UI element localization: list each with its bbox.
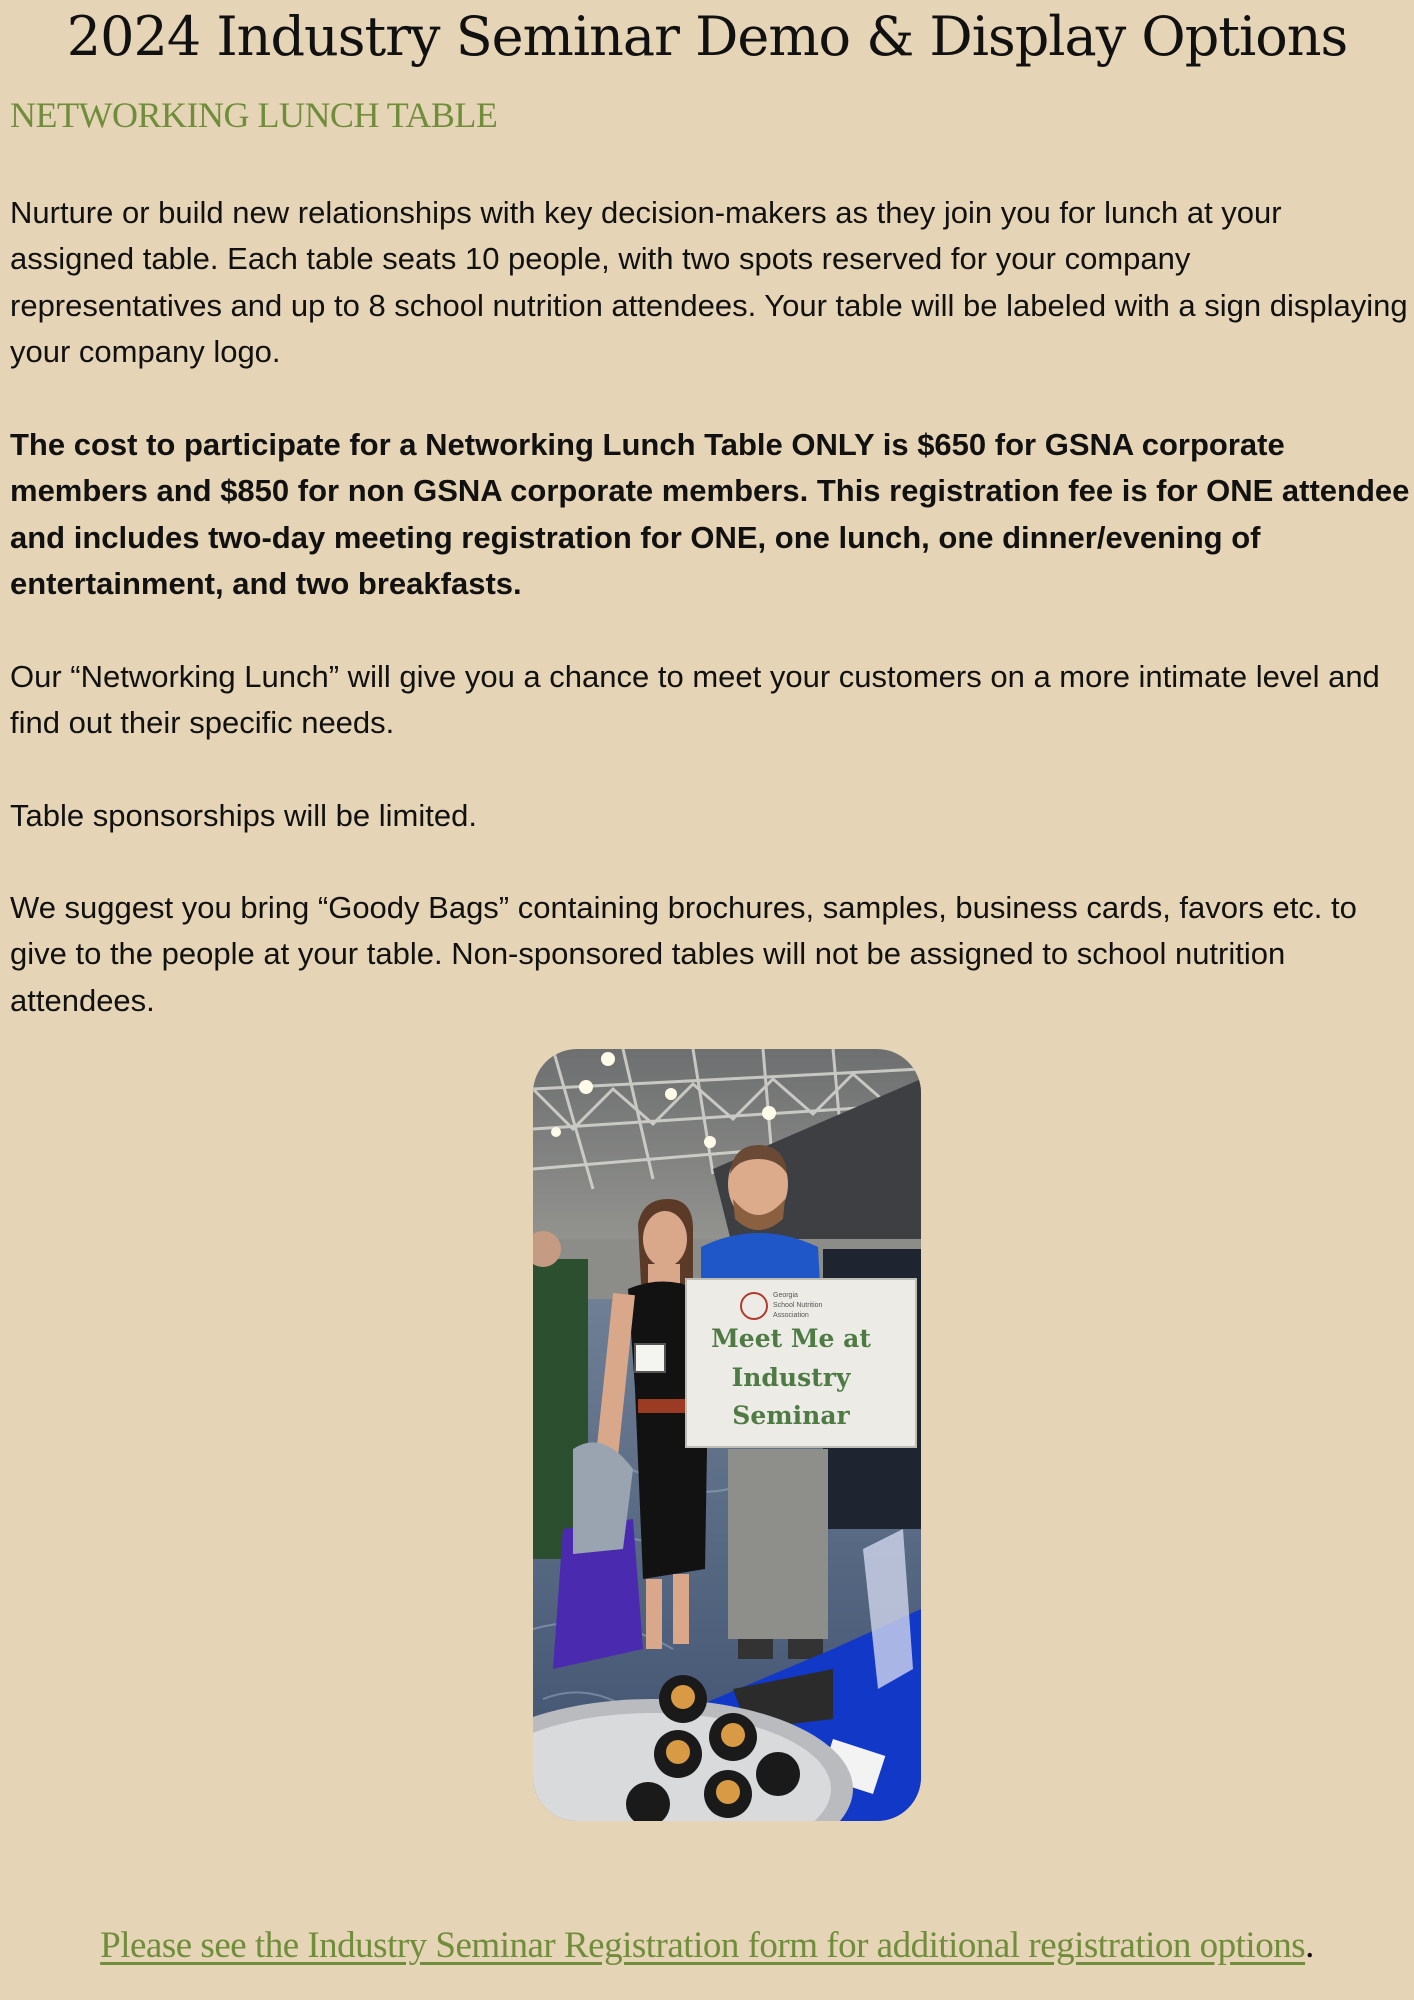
footer xyxy=(0,1918,1414,1974)
sign-org-line3: Association xyxy=(773,1312,809,1319)
event-photo xyxy=(533,1049,921,1821)
intro-paragraph: Nurture or build new relationships with key decision-makers as they join you for lunch at your assigned table. Each table seats 10 people, with two spots reserved for your company representatives and up to 8 school nutrition attendees. Your table will be labeled with a sign displaying your company logo. xyxy=(10,195,1408,369)
cost-paragraph: The cost to participate for a Networking Lunch Table ONLY is $650 for GSNA corporate members and $850 for non GSNA corporate members. This registration fee is for ONE attendee and includes two-day meeting registration for ONE, one lunch, one dinner/evening of entertainment, and two breakfasts. xyxy=(10,427,1410,601)
limited-paragraph: Table sponsorships will be limited. xyxy=(10,798,477,833)
footer-period: . xyxy=(1305,1925,1314,1966)
registration-form-link[interactable]: Please see the Industry Seminar Registration form for additional registration options xyxy=(100,1925,1306,1966)
sign-board xyxy=(686,1279,916,1447)
sign-line3: Seminar xyxy=(732,1401,850,1430)
sign-line1: Meet Me at xyxy=(711,1324,871,1353)
goody-bags-paragraph: We suggest you bring “Goody Bags” containing brochures, samples, business cards, favors etc. to give to the people at your table. Non-sponsored tables will not be assigned to school nutrition attendees. xyxy=(10,890,1357,1018)
section-heading: NETWORKING LUNCH TABLE xyxy=(10,95,498,135)
page-title: 2024 Industry Seminar Demo & Display Options xyxy=(66,5,1348,68)
sign-org-line1: Georgia xyxy=(773,1292,798,1299)
networking-paragraph: Our “Networking Lunch” will give you a chance to meet your customers on a more intimate level and find out their specific needs. xyxy=(10,659,1380,741)
sign-org-line2: School Nutrition xyxy=(773,1302,823,1309)
sign-line2: Industry xyxy=(731,1363,851,1392)
